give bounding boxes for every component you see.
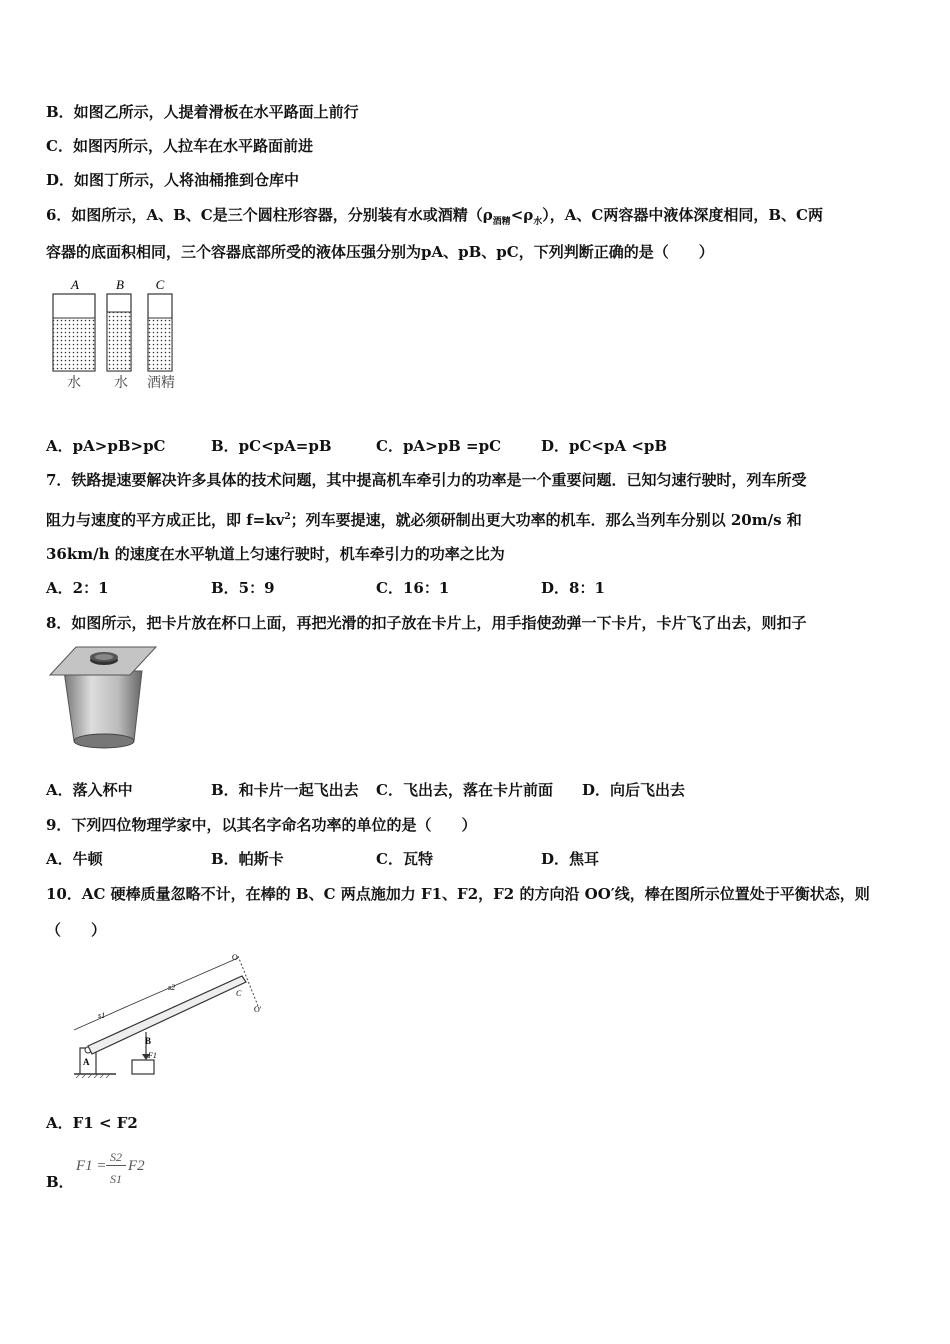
label-s2: s2 (168, 983, 176, 992)
q8-option-c: C．飞出去，落在卡片前面 (376, 781, 553, 799)
container-a-label: A (71, 277, 79, 292)
q9-option-b: B．帕斯卡 (211, 850, 284, 868)
q9-stem-line1: 9．下列四位物理学家中，以其名字命名功率的单位的是（ ） (46, 816, 477, 834)
label-c: C (236, 989, 242, 998)
rod-ac (88, 976, 246, 1054)
q6-option-d: D．pC<pA <pB (541, 437, 668, 455)
q10-option-b-label: B． (46, 1173, 74, 1191)
q7-stem-line1: 7．铁路提速要解决许多具体的技术问题，其中提高机车牵引力的功率是一个重要问题．已知匀速行驶时，列车所受 (46, 471, 807, 489)
q7-stem-line2: 阻力与速度的平方成正比，即 $f=kv^2$；列车要提速，就必须研制出更大功率的机车．那么当列车分别以 20m/s 和 (46, 511, 802, 529)
q8-option-a: A．落入杯中 (46, 781, 133, 799)
container-b-liquid: 水 (114, 375, 128, 391)
q6-option-b: B．pC<pA=pB (211, 437, 332, 455)
container-a-liquid: 水 (67, 375, 81, 391)
label-f1: F1 (148, 1051, 157, 1060)
q10-lever-figure (68, 950, 278, 1080)
q6-stem-line2: 容器的底面积相同，三个容器底部所受的液体压强分别为pA、pB、pC，下列判断正确的是（ ） (46, 243, 714, 261)
q6-containers-figure (44, 275, 189, 395)
container-b-label: B (116, 277, 124, 292)
q7-option-d: D．8：1 (541, 579, 605, 597)
q9-option-c: C．瓦特 (376, 850, 433, 868)
q7-option-a: A．2：1 (46, 579, 109, 597)
q6-option-c: C．pA>pB =pC (376, 437, 502, 455)
q6-stem-line1: 6．如图所示，A、B、C是三个圆柱形容器，分别装有水或酒精$(\rho_{酒精}<\rho_水)$，A、C两容器中液体深度相同，B、C两 (46, 206, 823, 227)
label-o: O (232, 953, 238, 962)
container-c-label: C (155, 277, 165, 292)
q5-option-b: B．如图乙所示，人提着滑板在水平路面上前行 (46, 103, 359, 121)
q5-option-c: C．如图丙所示，人拉车在水平路面前进 (46, 137, 313, 155)
q8-stem-line1: 8．如图所示，把卡片放在杯口上面，再把光滑的扣子放在卡片上，用手指使劲弹一下卡片，卡片飞了出去，则扣子 (46, 614, 807, 632)
cup (64, 671, 142, 741)
q8-option-d: D．向后飞出去 (582, 781, 686, 799)
label-o-prime: O' (254, 1005, 262, 1014)
label-s1: s1 (98, 1011, 106, 1020)
q5-option-d: D．如图丁所示，人将油桶推到仓库中 (46, 171, 300, 189)
q9-option-a: A．牛顿 (46, 850, 103, 868)
container-c-liquid: 酒精 (147, 375, 175, 391)
q10-option-a: A．F1 < F2 (46, 1114, 138, 1132)
q7-option-c: C．16：1 (376, 579, 450, 597)
q8-option-b: B．和卡片一起飞出去 (211, 781, 359, 799)
label-b: B (145, 1036, 152, 1046)
q8-cup-card-figure (48, 645, 158, 753)
label-a: A (83, 1057, 90, 1067)
q10-stem-line2: （ ） (46, 921, 107, 939)
q6-option-a: A．pA>pB>pC (46, 437, 166, 455)
q9-option-d: D．焦耳 (541, 850, 600, 868)
q7-stem-line3: 36km/h 的速度在水平轨道上匀速行驶时，机车牵引力的功率之比为 (46, 545, 505, 563)
q7-option-b: B．5：9 (211, 579, 275, 597)
weight-block (132, 1060, 154, 1074)
q10-stem-line1: 10．AC 硬棒质量忽略不计，在棒的 B、C 两点施加力 F1、F2，F2 的方向沿 OO′线，棒在图所示位置处于平衡状态，则 (46, 885, 870, 903)
